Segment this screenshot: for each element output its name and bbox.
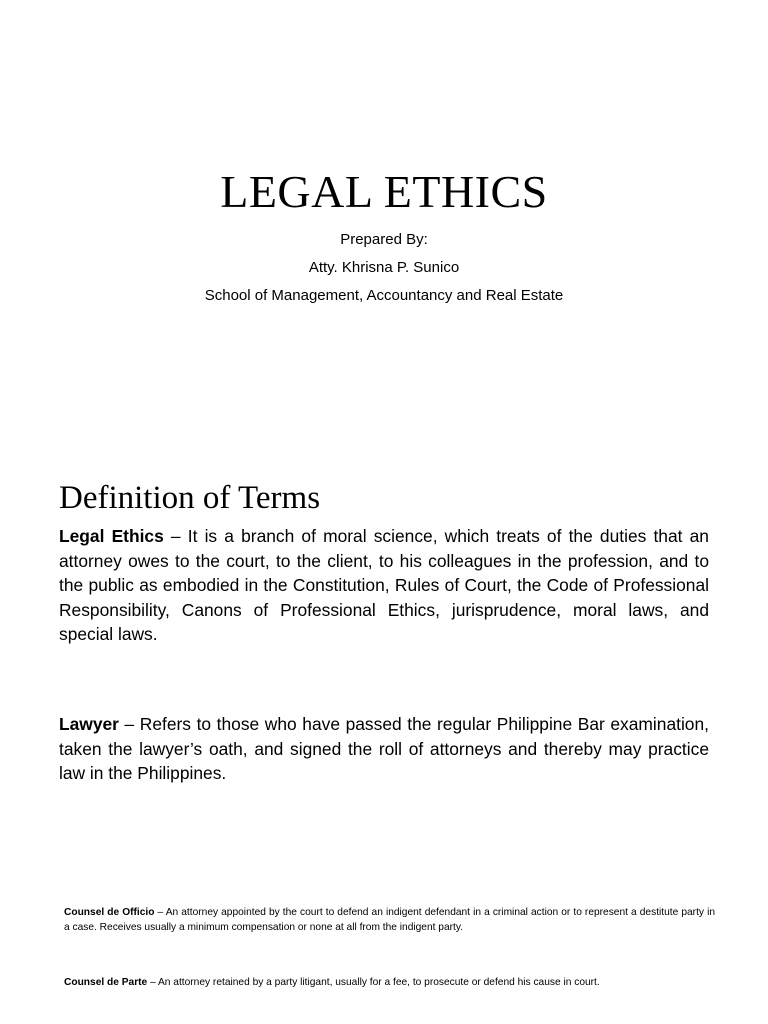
definition-text: It is a branch of moral science, which treats of the duties that an attorney owes to the court, to the client, to his colleagues in the profession, and to the public as embodied in the Constitution, Rules of Court, the Code of Professional Responsibility, Canons of Professional Ethics, jurisprudence, moral laws, and special laws. xyxy=(59,526,709,645)
definition-text: An attorney appointed by the court to defend an indigent defendant in a criminal action or to represent a destitute party in a case. Receives usually a minimum compensation or none at all from the indigent party. xyxy=(64,907,715,933)
definition-counsel-de-officio xyxy=(64,906,715,935)
section-heading: Definition of Terms xyxy=(59,480,321,516)
definition-lawyer xyxy=(59,712,709,786)
definition-text: Refers to those who have passed the regular Philippine Bar examination, taken the lawyer’s oath, and signed the roll of attorneys and thereby may practice law in the Philippines. xyxy=(59,714,709,784)
definition-term: Counsel de Parte xyxy=(64,977,148,988)
definition-legal-ethics xyxy=(59,524,709,647)
definition-term: Lawyer xyxy=(59,714,119,734)
definition-separator: – xyxy=(163,526,188,546)
document-title: LEGAL ETHICS xyxy=(220,166,548,217)
definition-counsel-de-parte xyxy=(64,976,715,991)
author-name: Atty. Khrisna P. Sunico xyxy=(308,259,460,276)
prepared-by-label: Prepared By: xyxy=(340,231,428,248)
definition-text: An attorney retained by a party litigant, usually for a fee, to prosecute or defend his cause in court. xyxy=(158,977,600,988)
school-name: School of Management, Accountancy and Real Estate xyxy=(204,287,564,304)
definition-term: Legal Ethics xyxy=(59,526,164,546)
definition-separator: – xyxy=(118,714,140,734)
definition-separator: – xyxy=(154,907,166,918)
definition-separator: – xyxy=(147,977,158,988)
definition-term: Counsel de Officio xyxy=(64,907,155,918)
